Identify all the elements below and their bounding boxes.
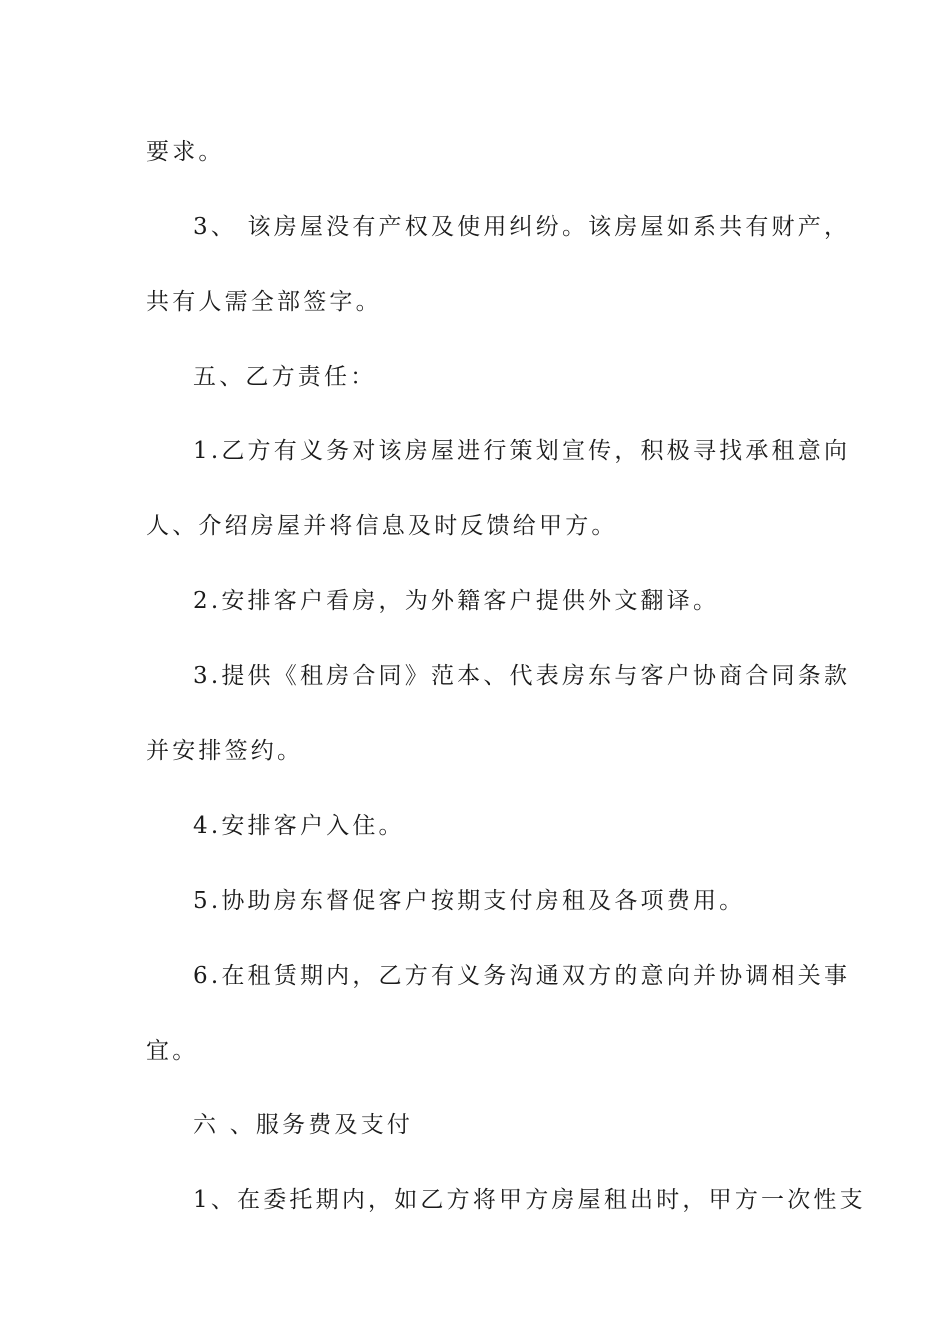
- text-line: 1、在委托期内，如乙方将甲方房屋租出时，甲方一次性支: [193, 1187, 866, 1213]
- text-line: 4.安排客户入住。: [193, 813, 405, 839]
- section-heading: 六 、服务费及支付: [193, 1112, 414, 1138]
- text-line: 共有人需全部签字。: [146, 289, 382, 315]
- text-line: 宜。: [146, 1038, 199, 1064]
- text-line: 要求。: [146, 139, 225, 165]
- text-line: 5.协助房东督促客户按期支付房租及各项费用。: [193, 888, 746, 914]
- text-line: 3、 该房屋没有产权及使用纠纷。该房屋如系共有财产，: [193, 214, 851, 240]
- text-line: 2.安排客户看房，为外籍客户提供外文翻译。: [193, 588, 720, 614]
- text-line: 人、介绍房屋并将信息及时反馈给甲方。: [146, 513, 618, 539]
- text-line: 6.在租赁期内，乙方有义务沟通双方的意向并协调相关事: [193, 963, 851, 989]
- text-line: 并安排签约。: [146, 738, 304, 764]
- text-line: 3.提供《租房合同》范本、代表房东与客户协商合同条款: [193, 663, 851, 689]
- section-heading: 五、乙方责任：: [193, 364, 377, 390]
- text-line: 1.乙方有义务对该房屋进行策划宣传，积极寻找承租意向: [193, 438, 851, 464]
